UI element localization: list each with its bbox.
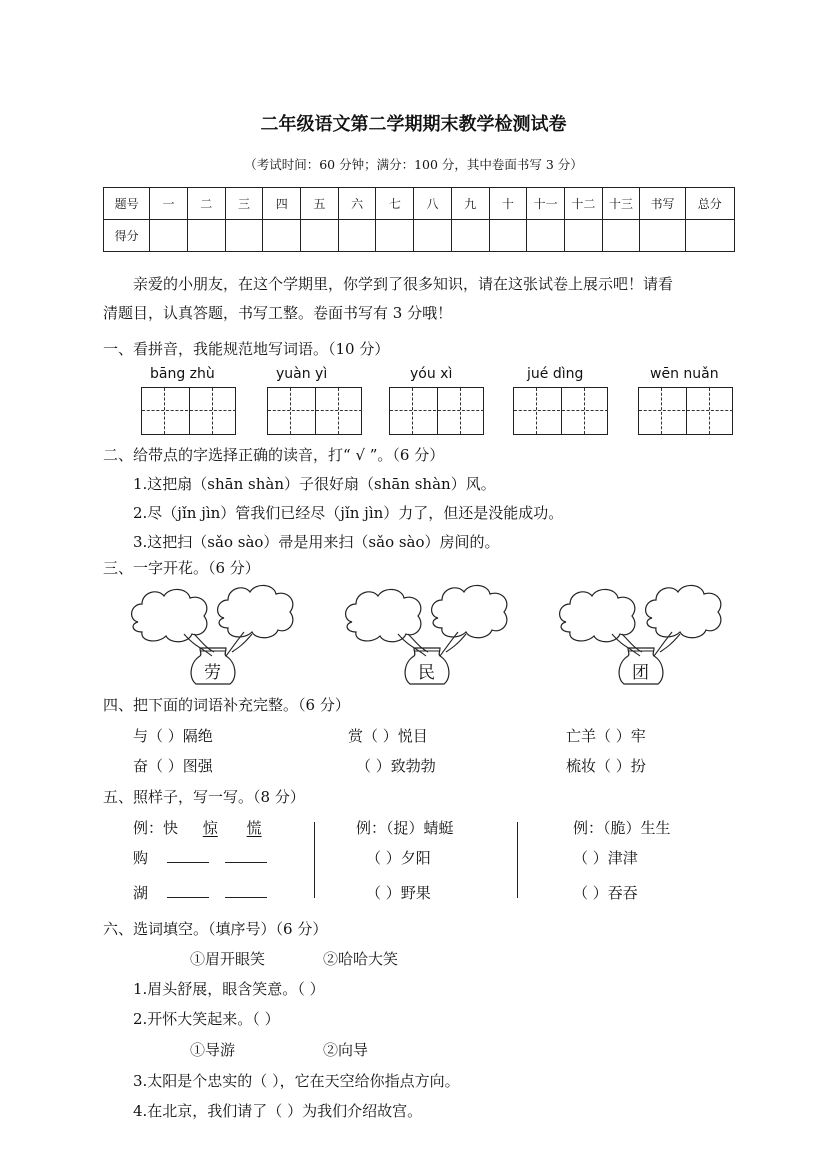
score-table-header-15: 总分 <box>685 188 734 220</box>
score-table-header-10: 十 <box>489 188 527 220</box>
score-cell-15[interactable] <box>685 220 734 252</box>
s6-item-2: 2.开怀大笑起来。（ ） <box>133 1010 280 1028</box>
s2-item-3: 3.这把扫（sǎo sào）帚是用来扫（sǎo sào）房间的。 <box>133 533 500 551</box>
score-cell-6[interactable] <box>338 220 376 252</box>
s6-option-1: ①眉开眼笑 <box>190 950 266 968</box>
s5-col1-row1-blank-2[interactable] <box>225 848 267 863</box>
intro-line-2: 清题目，认真答题，书写工整。卷面书写有 3 分哦！ <box>103 304 453 322</box>
score-table-header-11: 十一 <box>527 188 565 220</box>
s4-r1-c2: 赏（ ）悦目 <box>348 727 428 745</box>
score-table-header-12: 十二 <box>564 188 602 220</box>
section-6-heading: 六、选词填空。（填序号）（6 分） <box>103 920 328 938</box>
s6-option-2: ②哈哈大笑 <box>323 950 399 968</box>
pinyin-2: yuàn yì <box>276 366 328 382</box>
s5-col1-example-prefix: 例：快 <box>133 819 179 837</box>
s5-divider-1 <box>314 822 315 898</box>
s5-col1-row2-char: 湖 <box>133 884 149 902</box>
tianzige-box-3[interactable] <box>389 387 484 435</box>
score-table-header-3: 三 <box>225 188 263 220</box>
s5-col3-row1: （ ）津津 <box>573 849 638 867</box>
vase-char-2: 民 <box>418 663 435 683</box>
s4-r2-c3: 梳妆（ ）扮 <box>566 757 646 775</box>
s5-col1-row1-char: 购 <box>133 849 149 867</box>
score-cell-10[interactable] <box>489 220 527 252</box>
section-2-heading: 二、给带点的字选择正确的读音，打“ √ ”。（6 分） <box>103 446 445 464</box>
s5-col1-example <box>133 817 262 838</box>
score-table-header-0: 题号 <box>104 188 150 220</box>
score-table-header-7: 七 <box>376 188 414 220</box>
exam-title: 二年级语文第二学期期末教学检测试卷 <box>260 114 567 135</box>
s5-col1-example-word-1: 惊 <box>202 819 218 837</box>
s6-item-3: 3.太阳是个忠实的（ ），它在天空给你指点方向。 <box>133 1072 460 1090</box>
tianzige-box-5[interactable] <box>638 387 733 435</box>
score-cell-5[interactable] <box>301 220 339 252</box>
score-table-header-14: 书写 <box>640 188 685 220</box>
intro-line-1: 亲爱的小朋友，在这个学期里，你学到了很多知识，请在这张试卷上展示吧！请看 <box>133 275 674 293</box>
pinyin-1: bāng zhù <box>150 366 215 382</box>
tianzige-box-2[interactable] <box>267 387 362 435</box>
s5-col1-row1-blank-1[interactable] <box>167 848 209 863</box>
score-table-header-5: 五 <box>301 188 339 220</box>
score-table-header-9: 九 <box>451 188 489 220</box>
score-table-header-1: 一 <box>150 188 188 220</box>
score-row-label: 得分 <box>104 220 150 252</box>
section-3-heading: 三、一字开花。（6 分） <box>103 559 260 577</box>
s5-col2-example: 例：（捉）蜻蜓 <box>356 819 454 837</box>
score-cell-12[interactable] <box>564 220 602 252</box>
s5-col2-row2: （ ）野果 <box>366 884 431 902</box>
score-table-score-row <box>104 220 735 252</box>
s5-col1-row2-blank-2[interactable] <box>225 883 267 898</box>
score-table <box>103 187 735 252</box>
flower-vase-diagrams <box>0 578 827 688</box>
s6-item-4: 4.在北京，我们请了（ ）为我们介绍故宫。 <box>133 1102 423 1120</box>
s5-col1-row2 <box>133 882 283 903</box>
s6-item-1: 1.眉头舒展，眼含笑意。（ ） <box>133 980 325 998</box>
pinyin-3: yóu xì <box>410 366 453 382</box>
s2-item-1: 1.这把扇（shān shàn）子很好扇（shān shàn）风。 <box>133 475 496 493</box>
score-cell-2[interactable] <box>187 220 225 252</box>
score-table-header-13: 十三 <box>602 188 640 220</box>
score-cell-8[interactable] <box>414 220 452 252</box>
score-cell-4[interactable] <box>263 220 301 252</box>
pinyin-4: jué dìng <box>527 366 584 382</box>
s4-r1-c1: 与（ ）隔绝 <box>133 727 213 745</box>
s5-col1-row1 <box>133 847 283 868</box>
vase-char-3: 团 <box>632 663 649 683</box>
score-cell-3[interactable] <box>225 220 263 252</box>
s6-option-3: ①导游 <box>190 1041 236 1059</box>
tianzige-box-1[interactable] <box>141 387 236 435</box>
score-table-header-6: 六 <box>338 188 376 220</box>
section-1-heading: 一、看拼音，我能规范地写词语。（10 分） <box>103 340 390 358</box>
tianzige-box-4[interactable] <box>513 387 608 435</box>
score-table-header-8: 八 <box>414 188 452 220</box>
s5-divider-2 <box>517 822 518 898</box>
s5-col2-row1: （ ）夕阳 <box>366 849 431 867</box>
vase-char-1: 劳 <box>204 663 221 683</box>
score-table-header-row <box>104 188 735 220</box>
s6-option-4: ②向导 <box>323 1041 369 1059</box>
score-cell-14[interactable] <box>640 220 685 252</box>
s4-r2-c2: （ ）致勃勃 <box>356 757 436 775</box>
s5-col3-row2: （ ）吞吞 <box>573 884 638 902</box>
pinyin-5: wēn nuǎn <box>650 366 719 382</box>
score-table-header-4: 四 <box>263 188 301 220</box>
s5-col1-row2-blank-1[interactable] <box>167 883 209 898</box>
score-cell-1[interactable] <box>150 220 188 252</box>
score-table-header-2: 二 <box>187 188 225 220</box>
score-cell-7[interactable] <box>376 220 414 252</box>
s5-col3-example: 例：（脆）生生 <box>573 819 671 837</box>
s4-r1-c3: 亡羊（ ）牢 <box>566 727 646 745</box>
section-5-heading: 五、照样子，写一写。（8 分） <box>103 788 305 806</box>
s4-r2-c1: 奋（ ）图强 <box>133 757 213 775</box>
s2-item-2: 2.尽（jǐn jìn）管我们已经尽（jǐn jìn）力了，但还是没能成功。 <box>133 504 564 522</box>
score-cell-11[interactable] <box>527 220 565 252</box>
section-4-heading: 四、把下面的词语补充完整。（6 分） <box>103 696 350 714</box>
exam-subtitle: （考试时间：60 分钟；满分：100 分，其中卷面书写 3 分） <box>244 157 583 172</box>
s5-col1-example-word-2: 慌 <box>246 819 262 837</box>
score-cell-9[interactable] <box>451 220 489 252</box>
score-cell-13[interactable] <box>602 220 640 252</box>
